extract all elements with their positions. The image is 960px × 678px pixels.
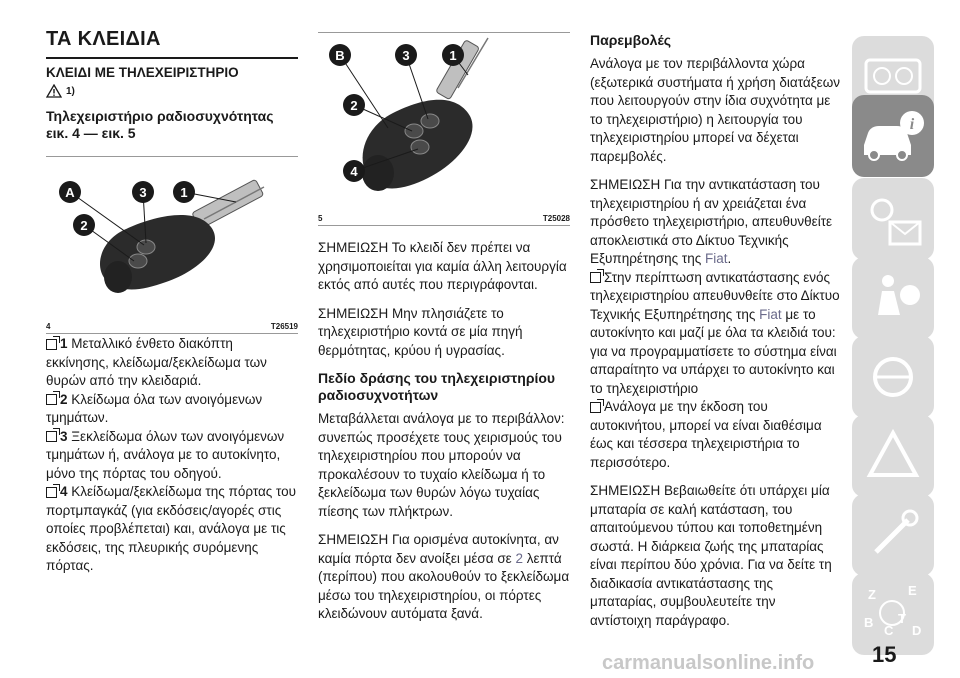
list-item: 4 Κλείδωμα/ξεκλείδωμα της πόρτας του πορτμπαγκάζ (για εκδόσεις/αγορές στις οποίες προβλέπεται) και, ανάλογα με τις εκδόσεις, της πλευρικής συρόμενης πόρτας. xyxy=(46,484,297,573)
replacement-item: Στην περίπτωση αντικατάστασης ενός τηλεχειριστηρίου απευθυνθείτε στο Δίκτυο Τεχνικής Εξυπηρέτησης της Fiat με το αυτοκίνητο και μαζί με όλα τα κλειδιά του: για να προγραμματίσετε το σύστημα είναι απαραίτητο να υπάρχει το αυτοκίνητο και το τηλεχειριστήριο xyxy=(590,269,840,396)
remote-heading: Τηλεχειριστήριο ραδιοσυχνότητας εικ. 4 — εικ. 5 xyxy=(46,108,274,141)
airbag-icon xyxy=(852,257,934,339)
versions-item: Ανάλογα με την έκδοση του αυτοκινήτου, μπορεί να είναι διαθέσιμα έως και τέσσερα τηλεχειριστήρια το περισσότερο. xyxy=(590,399,822,470)
fig4-label-3: 3 xyxy=(139,185,147,200)
watermark: carmanualsonline.info xyxy=(602,652,815,674)
fig4-label-1: 1 xyxy=(180,185,188,200)
warning-lights-icon xyxy=(852,178,934,260)
svg-text:i: i xyxy=(909,116,915,133)
fig5-label-2: 2 xyxy=(350,98,358,113)
index-letter: B xyxy=(864,615,874,630)
tab-warning-lights[interactable] xyxy=(852,178,934,260)
figure-code: T25028 xyxy=(542,214,570,223)
fig4-label-a: A xyxy=(65,185,75,200)
title-rule xyxy=(46,57,298,59)
note-heat: ΣΗΜΕΙΩΣΗ Μην πλησιάζετε το τηλεχειριστήριο κοντά σε μία πηγή θερμότητας, κρύου ή υγρασίας. xyxy=(318,305,523,358)
column-middle xyxy=(318,0,570,624)
key-fob-image-4 xyxy=(46,157,298,317)
checkbox-icon xyxy=(590,272,601,283)
car-info-icon xyxy=(852,95,934,177)
figure-code: T26519 xyxy=(270,322,298,331)
range-paragraph: Μεταβάλλεται ανάλογα με το περιβάλλον: συνεπώς προσέχετε τους χειρισμούς του τηλεχειριστηρίου που μπορούν να προκαλέσουν το τυχαίο κλείδωμα ή το ξεκλείδωμα των θυρών λόγω τυχαίας πίεσης των πλήκτρων. xyxy=(318,411,565,519)
figure-number: 5 xyxy=(318,214,323,223)
maintenance-icon xyxy=(852,494,934,576)
fig5-label-4: 4 xyxy=(350,164,358,179)
list-item: 1 Μεταλλικό ένθετο διακόπτη εκκίνησης, κλείδωμα/ξεκλείδωμα των θυρών από την κλειδαριά. xyxy=(46,336,267,388)
section-subtitle: ΚΛΕΙΔΙ ΜΕ ΤΗΛΕΧΕΙΡΙΣΤΗΡΙΟ xyxy=(46,65,239,80)
checkbox-icon xyxy=(46,431,57,442)
warning-ref-text: 1) xyxy=(66,85,75,97)
figure-4 xyxy=(46,156,298,331)
note-usage: ΣΗΜΕΙΩΣΗ Το κλειδί δεν πρέπει να χρησιμοποιείται για καμία άλλη λειτουργία εκτός από αυτές που περιγράφονται. xyxy=(318,240,567,292)
interference-paragraph: Ανάλογα με τον περιβάλλοντα χώρα (εξωτερικά συστήματα ή χρήση διατάξεων που λειτουργούν στην ίδια συχνότητα με το τηλεχειριστήριο) η λειτουργία του τηλεχειριστηρίου μπορεί να δέχεται παρεμβολές. xyxy=(590,56,840,164)
checkbox-icon xyxy=(590,402,601,413)
tab-start-drive[interactable] xyxy=(852,336,934,418)
index-letter: Z xyxy=(868,587,876,602)
key-fob-image-5 xyxy=(318,33,570,205)
section-title: ΤΑ ΚΛΕΙΔΙΑ xyxy=(46,28,161,50)
figure-5 xyxy=(318,32,570,223)
column-left xyxy=(46,0,298,576)
tab-airbag[interactable] xyxy=(852,257,934,339)
range-heading: Πεδίο δράσης του τηλεχειριστηρίου ραδιοσυχνοτήτων xyxy=(318,370,556,403)
checkbox-icon xyxy=(46,487,57,498)
emergency-icon xyxy=(852,415,934,497)
tab-emergency[interactable] xyxy=(852,415,934,497)
warning-ref xyxy=(46,84,298,98)
checkbox-icon xyxy=(46,394,57,405)
tab-maintenance[interactable] xyxy=(852,494,934,576)
interference-heading: Παρεμβολές xyxy=(590,32,672,48)
index-letter: T xyxy=(898,611,906,626)
index-letter: C xyxy=(884,623,894,638)
page-number: 15 xyxy=(872,642,897,667)
tab-car-info[interactable] xyxy=(852,95,934,177)
fig4-label-2: 2 xyxy=(80,218,88,233)
fig5-label-1: 1 xyxy=(449,48,457,63)
warning-triangle-icon xyxy=(46,84,62,98)
note-battery: ΣΗΜΕΙΩΣΗ Βεβαιωθείτε ότι υπάρχει μία μπαταρία σε καλή κατάσταση, του απαιτούμενου τύπου και τοποθετημένη σωστά. Η διάρκεια ζωής της μπαταρίας είναι περίπου δύο χρόνια. Για να δείτε τη διαδικασία αντικατάστασης της μπαταρίας, συμβουλευτείτε την αντίστοιχη παράγραφο. xyxy=(590,483,832,628)
figure-4-caption xyxy=(46,322,298,334)
note-autolock: ΣΗΜΕΙΩΣΗ Για ορισμένα αυτοκίνητα, αν καμία πόρτα δεν ανοίξει μέσα σε 2 λεπτά (περίπου) που ακολουθούν το ξεκλείδωμα μέσω του τηλεχειριστηρίου, οι πόρτες κλειδώνουν αυτόματα ξανά. xyxy=(318,532,570,621)
button-list xyxy=(46,335,298,576)
fig5-label-3: 3 xyxy=(402,48,410,63)
figure-5-caption xyxy=(318,214,570,226)
checkbox-icon xyxy=(46,339,57,350)
start-drive-icon xyxy=(852,336,934,418)
fig5-label-b: B xyxy=(335,48,345,63)
figure-number: 4 xyxy=(46,322,51,331)
note-replacement: ΣΗΜΕΙΩΣΗ Για την αντικατάσταση του τηλεχειριστηρίου ή αν χρειάζεται ένα πρόσθετο τηλεχειριστήριο, απευθυνθείτε αποκλειστικά στο Δίκτυο Τεχνικής Εξυπηρέτησης της Fiat. xyxy=(590,177,833,266)
index-letter: D xyxy=(912,623,922,638)
list-item: 2 Κλείδωμα όλα των ανοιγόμενων τμημάτων. xyxy=(46,391,263,425)
list-item: 3 Ξεκλείδωμα όλων των ανοιγόμενων τμημάτων ή, ανάλογα με το αυτοκίνητο, μόνο της πόρτας του οδηγού. xyxy=(46,428,285,481)
index-letter: E xyxy=(908,583,917,598)
column-right xyxy=(590,0,840,630)
